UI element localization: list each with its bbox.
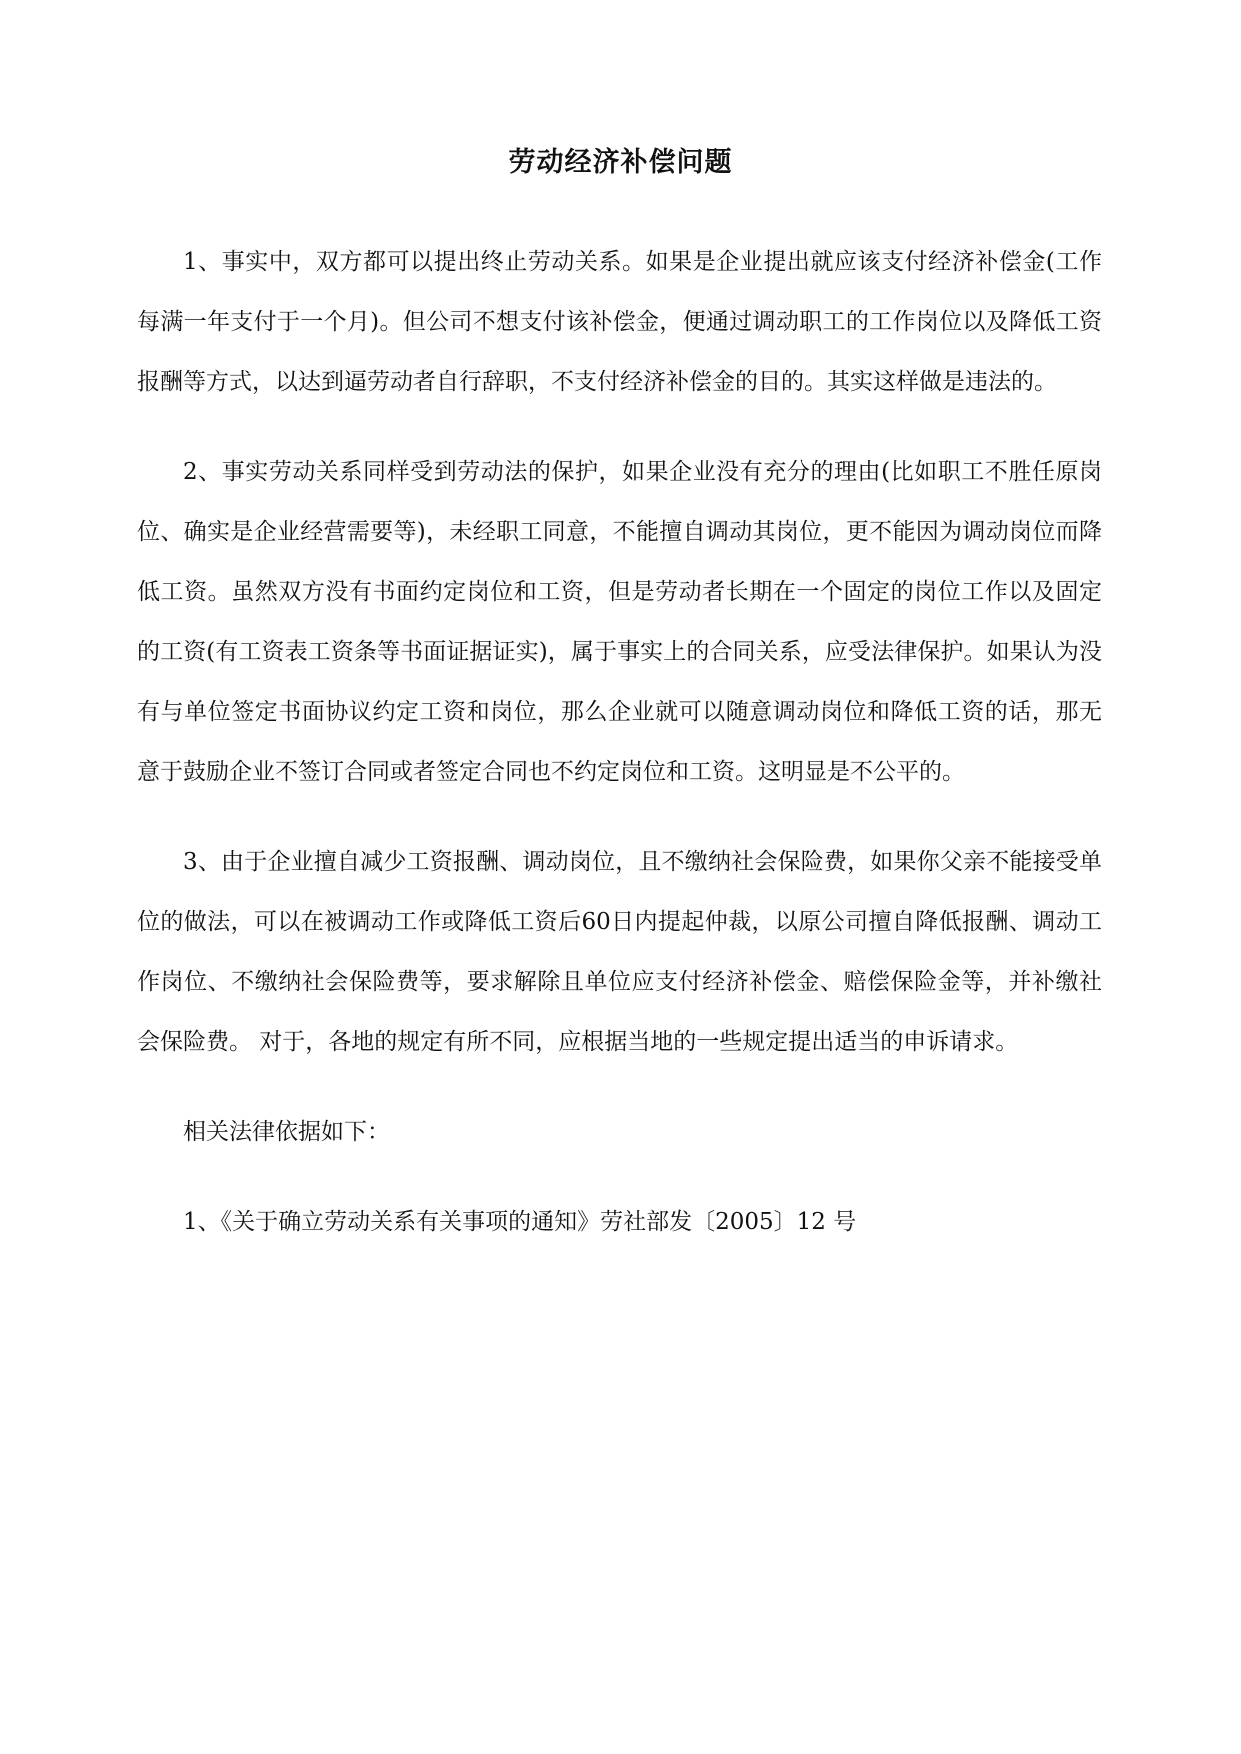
- document-body: [137, 232, 1102, 1252]
- legal-basis-heading: 相关法律依据如下：: [183, 1119, 390, 1145]
- legal-basis-item-1: 1、《关于确立劳动关系有关事项的通知》劳社部发〔2005〕12 号: [183, 1209, 857, 1235]
- paragraph-1: 1、事实中，双方都可以提出终止劳动关系。如果是企业提出就应该支付经济补偿金(工作每满一年支付于一个月)。但公司不想支付该补偿金，便通过调动职工的工作岗位以及降低工资报酬等方式，以达到逼劳动者自行辞职，不支付经济补偿金的目的。其实这样做是违法的。: [137, 249, 1102, 395]
- paragraph-2: 2、事实劳动关系同样受到劳动法的保护，如果企业没有充分的理由(比如职工不胜任原岗位、确实是企业经营需要等)，未经职工同意，不能擅自调动其岗位，更不能因为调动岗位而降低工资。虽然双方没有书面约定岗位和工资，但是劳动者长期在一个固定的岗位工作以及固定的工资(有工资表工资条等书面证据证实)，属于事实上的合同关系，应受法律保护。如果认为没有与单位签定书面协议约定工资和岗位，那么企业就可以随意调动岗位和降低工资的话，那无意于鼓励企业不签订合同或者签定合同也不约定岗位和工资。这明显是不公平的。: [137, 459, 1102, 785]
- document-title: 劳动经济补偿问题: [508, 147, 733, 178]
- paragraph-3: 3、由于企业擅自减少工资报酬、调动岗位，且不缴纳社会保险费，如果你父亲不能接受单位的做法，可以在被调动工作或降低工资后60日内提起仲裁，以原公司擅自降低报酬、调动工作岗位、不缴纳社会保险费等，要求解除且单位应支付经济补偿金、赔偿保险金等，并补缴社会保险费。 对于，各地的规定有所不同，应根据当地的一些规定提出适当的申诉请求。: [137, 849, 1102, 1055]
